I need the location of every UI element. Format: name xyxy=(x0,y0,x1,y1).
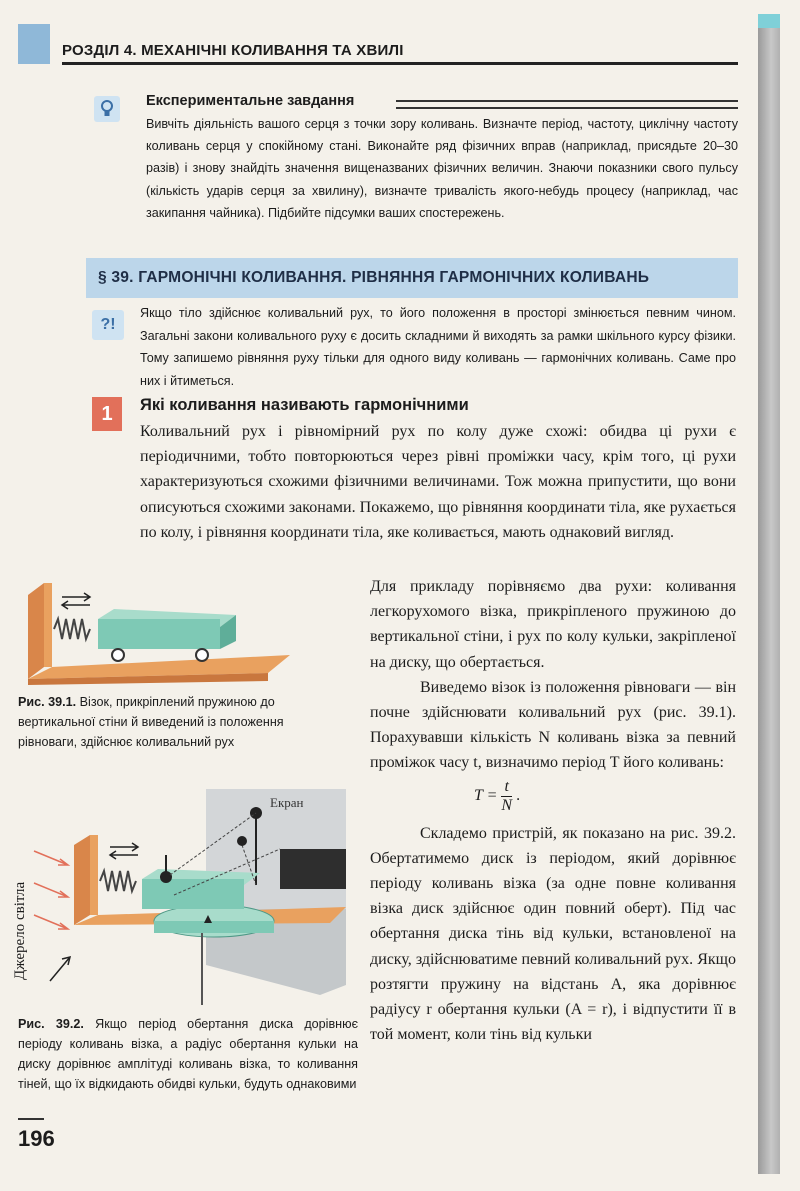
chapter-title: РОЗДІЛ 4. МЕХАНІЧНІ КОЛИВАННЯ ТА ХВИЛІ xyxy=(62,42,404,59)
paragraph-device: Складемо пристрій, як показано на рис. 39.2. Обертатимемо диск із періодом, який дорівнює періоду коливань візка (за одне повне коливання візка диск здійснює один повний оберт). Під час обертання диска тінь від кульки, встановленої на диску, здійснюватиме певний коливальний рух. Якщо розтягти пружину на відстань A, яка дорівнює радіусу r обертання кульки (A = r), і відпустити її в той момент, коли тінь від кульки xyxy=(370,824,736,1044)
header-decor-square xyxy=(18,24,50,64)
wall-side xyxy=(74,835,90,925)
experiment-body: Вивчіть діяльність вашого серця з точки зору коливань. Визначте період, частоту, циклічну частоту коливань серця у спокійному стані. Виконайте ряд фізичних вправ (наприклад, присядьте 20–30 разів) і знову знайдіть значення вищеназваних фізичних величин. Знаючи показники свого пульсу (кількість ударів серця за хвилину), визначте тривалість якого-небудь процесу (наприклад, час закипання чайника). Підбийте підсумки ваших спостережень. xyxy=(146,117,738,220)
formula-fraction xyxy=(501,778,512,815)
caption-text: Візок, прикріплений пружиною до вертикальної стіни й виведений із положення рівноваги, здійснює коливальний рух xyxy=(18,695,284,749)
period-formula xyxy=(370,778,736,815)
caption-label: Рис. 39.2. xyxy=(18,1017,84,1031)
question-exclamation-icon: ?! xyxy=(92,310,124,340)
lightbulb-icon xyxy=(94,96,120,122)
cart-wheel xyxy=(196,649,208,661)
subsection-title: Які коливання називають гармонічними xyxy=(140,396,469,414)
paragraph-compare: Для прикладу порівняємо два рухи: коливання легкорухомого візка, прикріпленого пружиною до вертикальної стіни, і рух по колу кульки, закріпленої на диску, що обертається. xyxy=(370,578,736,671)
wall xyxy=(90,835,98,915)
cart xyxy=(98,619,220,649)
disk-ball xyxy=(237,836,247,846)
page-edge-marker xyxy=(758,14,780,28)
page-number-rule xyxy=(18,1118,44,1120)
right-column xyxy=(370,574,736,1047)
figure-39-2-caption xyxy=(18,1014,358,1094)
subsection-number: 1 xyxy=(92,397,122,431)
figure-39-1 xyxy=(18,575,298,685)
disk-edge xyxy=(154,921,274,933)
cart-wheel xyxy=(112,649,124,661)
wall xyxy=(44,583,52,667)
header-rule xyxy=(62,62,738,65)
intro-paragraph: Якщо тіло здійснює коливальний рух, то його положення в просторі змінюється певним чином. Загальні закони коливального руху є досить складними й виходять за рамки шкільного курсу фізики. Тому запишемо рівняння руху тільки для одного виду коливань — гармонічних коливань. Саме про них і йтиметься. xyxy=(140,306,736,388)
caption-text: Якщо період обертання диска дорівнює періоду коливань візка, а радіус обертання кульки на диску дорівнює амплітуді коливань візка, то коливання тіней, що їх відкидають обидві кульки, будуть однаковими xyxy=(18,1017,358,1091)
light-arrow-icon xyxy=(34,915,68,929)
light-arrow-icon xyxy=(34,883,68,897)
motion-arrows-icon xyxy=(62,593,90,609)
cart-ball xyxy=(160,871,172,883)
light-arrow-icon xyxy=(34,851,68,865)
figure-39-1-caption xyxy=(18,692,338,752)
experiment-title-rule xyxy=(396,100,738,109)
motion-arrows-icon xyxy=(110,843,138,859)
experiment-title: Експериментальне завдання xyxy=(146,93,355,109)
page-number: 196 xyxy=(18,1126,55,1151)
wall-side xyxy=(28,583,44,679)
formula-end: . xyxy=(516,786,521,804)
formula-numerator: t xyxy=(501,778,512,797)
cart xyxy=(142,879,244,909)
page-edge-bar xyxy=(758,14,780,1174)
screen-label: Екран xyxy=(270,795,304,810)
pointer-arrow-icon xyxy=(50,957,70,981)
figure-39-2 xyxy=(30,785,350,1010)
cart-shadow xyxy=(280,849,346,889)
paragraph-period: Виведемо візок із положення рівноваги — він почне здійснювати коливальний рух (рис. 39.1). Порахувавши кількість N коливань візка за певний проміжок часу t, визначимо період T його коливань: xyxy=(370,678,736,772)
section-title: § 39. ГАРМОНІЧНІ КОЛИВАННЯ. РІВНЯННЯ ГАРМОНІЧНИХ КОЛИВАНЬ xyxy=(98,269,650,286)
light-source-label: Джерело світла xyxy=(12,881,28,980)
subsection-text: Коливальний рух і рівномірний рух по колу дуже схожі: обидва ці рухи є періодичними, тобто повторюються через рівні проміжки часу, крім того, ці рухи характеризуються схожими фізичними величинами. Тож можна припустити, що вони описуються схожими законами. Покажемо, що рівняння координати тіла, яке рухається по колу, і рівняння координати тіла, яке коливається, мають однаковий вигляд. xyxy=(140,423,736,541)
formula-denominator: N xyxy=(501,796,513,814)
caption-label: Рис. 39.1. xyxy=(18,695,77,709)
formula-lhs: T = xyxy=(474,786,498,804)
spring xyxy=(54,619,90,639)
spring xyxy=(100,871,136,891)
